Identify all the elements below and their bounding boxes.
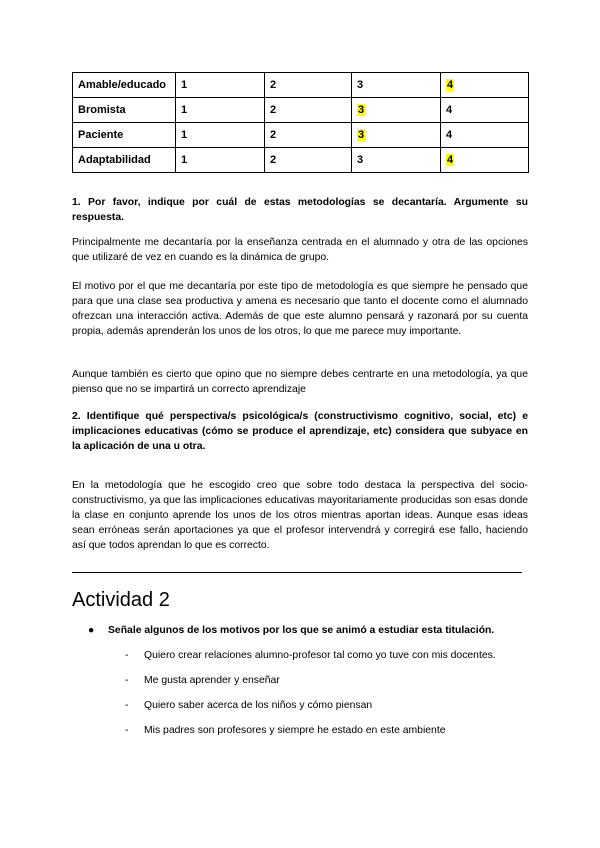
rating-cell — [441, 148, 529, 173]
rating-value: 2 — [270, 154, 277, 166]
selected-rating: 4 — [447, 79, 454, 91]
list-item-text: Me gusta aprender y enseñar — [144, 675, 280, 686]
rating-value: 2 — [270, 129, 277, 141]
rating-cell — [352, 73, 441, 98]
rating-value: 3 — [357, 154, 364, 166]
bullet-text: Señale algunos de los motivos por los que se animó a estudiar esta titulación. — [108, 625, 495, 636]
rating-value: 2 — [270, 104, 277, 116]
list-item — [125, 698, 372, 713]
rating-value: 1 — [181, 104, 188, 116]
dash-icon: - — [125, 675, 129, 686]
bullet-icon: ● — [88, 625, 95, 636]
answer-1-paragraph: Aunque también es cierto que opino que no siempre debes centrarte en una metodología, ya que pienso que no se impartirá un correcto aprendizaje — [72, 369, 528, 395]
rating-cell — [352, 148, 441, 173]
table-row — [73, 148, 529, 173]
trait-cell: Adaptabilidad — [73, 148, 176, 173]
rating-cell — [265, 123, 352, 148]
trait-cell: Bromista — [73, 98, 176, 123]
dash-icon: - — [125, 700, 129, 711]
question-2: 2. Identifique qué perspectiva/s psicológica/s (constructivismo cognitivo, social, etc) e implicaciones educativas (cómo se produce el aprendizaje, etc) considera que subyace en la aplicación de una u otra. — [72, 411, 528, 452]
rating-cell — [441, 73, 529, 98]
rating-value: 3 — [357, 79, 364, 91]
table-row — [73, 123, 529, 148]
list-item — [125, 673, 280, 688]
rating-cell — [352, 123, 441, 148]
rating-value: 4 — [446, 104, 453, 116]
answer-2-paragraph: En la metodología que he escogido creo que sobre todo destaca la perspectiva del socio-constructivismo, ya que las implicaciones educativas mayoritariamente producidas son esas donde la clase en conjunto aprende los unos de los otros mientras aportan ideas. Aunque esas ideas sean erróneas serán aportaciones ya que el profesor intervendrá y corregirá ese fallo, haciendo así que todos aprendan lo que es correcto. — [72, 480, 528, 551]
rating-cell — [176, 148, 265, 173]
trait-cell: Amable/educado — [73, 73, 176, 98]
answer-1-paragraph: El motivo por el que me decantaría por este tipo de metodología es que siempre he pensado que para que una clase sea productiva y amena es necesario que tanto el docente como el alumnado ofrezcan una interacción activa. Además de que este alumno pensará y razonará por su cuenta propia, además aprenderán los unos de los otros, lo que me parece muy importante. — [72, 281, 528, 337]
rating-cell — [441, 98, 529, 123]
rating-value: 1 — [181, 154, 188, 166]
rating-cell — [265, 73, 352, 98]
rating-value: 1 — [181, 79, 188, 91]
question-1: 1. Por favor, indique por cuál de estas metodologías se decantaría. Argumente su respuesta. — [72, 197, 528, 223]
rating-cell — [352, 98, 441, 123]
activity-heading: Actividad 2 — [72, 589, 170, 611]
rating-cell — [176, 98, 265, 123]
rating-value: 4 — [446, 129, 453, 141]
selected-rating: 3 — [358, 104, 365, 116]
selected-rating: 3 — [358, 129, 365, 141]
rating-cell — [176, 123, 265, 148]
dash-icon: - — [125, 725, 129, 736]
ratings-table — [72, 72, 529, 173]
answer-1-paragraph: Principalmente me decantaría por la enseñanza centrada en el alumnado y otra de las opciones que utilizaré de vez en cuando es la dinámica de grupo. — [72, 237, 528, 263]
selected-rating: 4 — [447, 154, 454, 166]
list-item-text: Quiero crear relaciones alumno-profesor tal como yo tuve con mis docentes. — [144, 650, 496, 661]
list-item — [125, 648, 496, 663]
rating-cell — [176, 73, 265, 98]
rating-cell — [441, 123, 529, 148]
list-item-text: Mis padres son profesores y siempre he estado en este ambiente — [144, 725, 446, 736]
table-row — [73, 98, 529, 123]
section-divider — [72, 572, 522, 573]
dash-icon: - — [125, 650, 129, 661]
list-item — [125, 723, 446, 738]
rating-value: 2 — [270, 79, 277, 91]
rating-cell — [265, 148, 352, 173]
rating-cell — [265, 98, 352, 123]
trait-cell: Paciente — [73, 123, 176, 148]
rating-value: 1 — [181, 129, 188, 141]
list-item-text: Quiero saber acerca de los niños y cómo piensan — [144, 700, 373, 711]
table-row — [73, 73, 529, 98]
bullet-item — [88, 623, 494, 638]
